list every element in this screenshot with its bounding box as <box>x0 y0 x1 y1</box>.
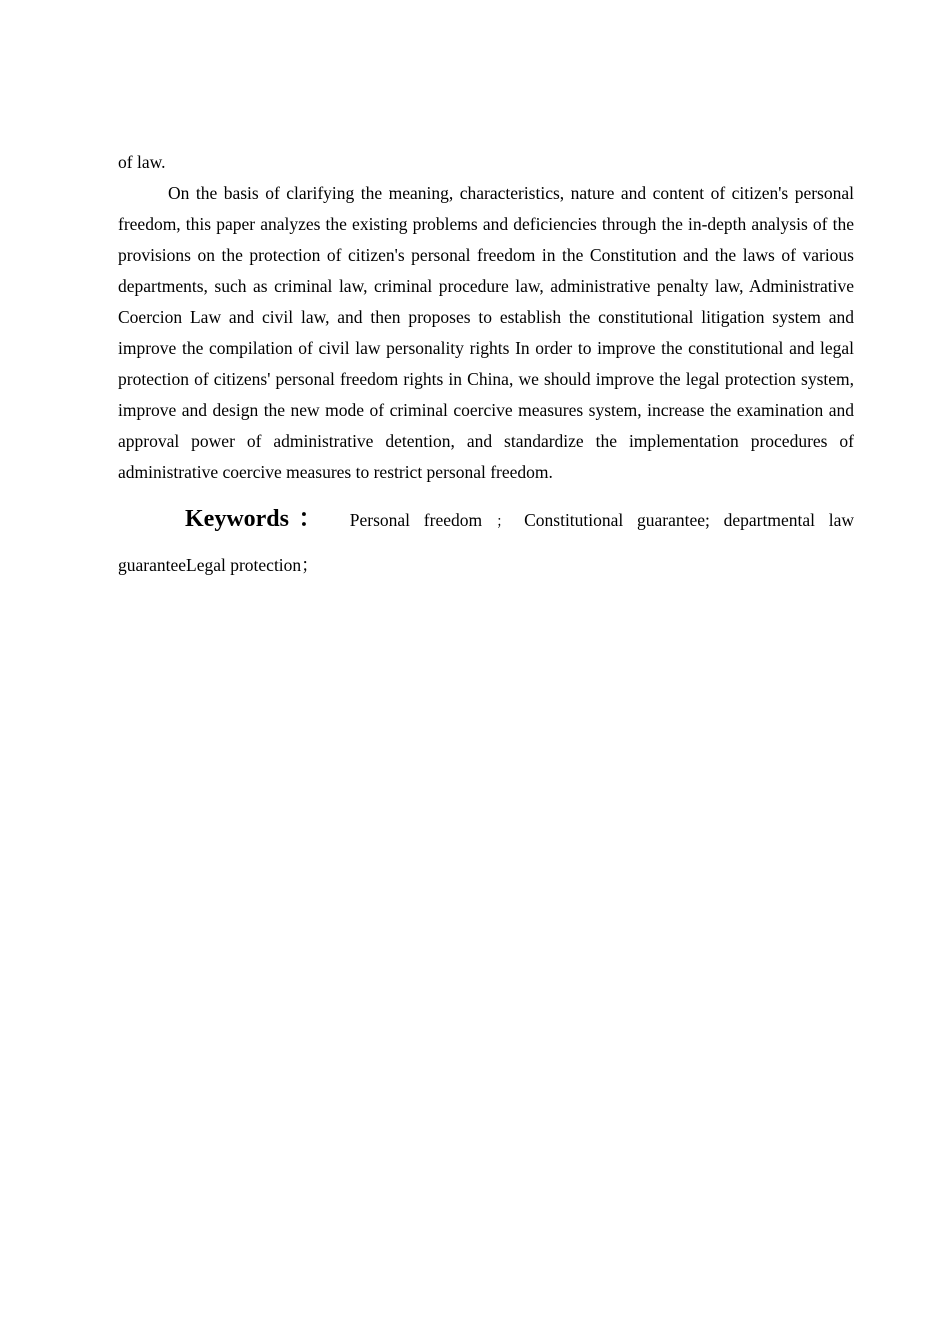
keyword-personal-freedom: Personal freedom <box>349 510 483 530</box>
abstract-paragraph: On the basis of clarifying the meaning, characteristics, nature and content of citizen's personal freedom, this paper analyzes the existing problems and deficiencies through the in-depth analysis of the provisions on the protection of citizen's personal freedom in the Constitution and the laws of various departments, such as criminal law, criminal procedure law, administrative penalty law, Administrative Coercion Law and civil law, and then proposes to establish the constitutional litigation system and improve the compilation of civil law personality rights In order to improve the constitutional and legal protection of citizens' personal freedom rights in China, we should improve the legal protection system, improve and design the new mode of criminal coercive measures system, increase the examination and approval power of administrative detention, and standardize the implementation procedures of administrative coercive measures to restrict personal freedom. <box>118 183 854 482</box>
keywords-label: Keywords <box>185 506 289 532</box>
keywords-colon: ： <box>289 506 332 532</box>
keyword-separator: ； <box>496 515 511 530</box>
document-body <box>118 147 854 586</box>
continuation-text: of law. <box>118 152 166 172</box>
keywords-rest: Constitutional guarantee; departmental law guaranteeLegal protection； <box>118 510 855 575</box>
keywords-line <box>118 498 854 586</box>
